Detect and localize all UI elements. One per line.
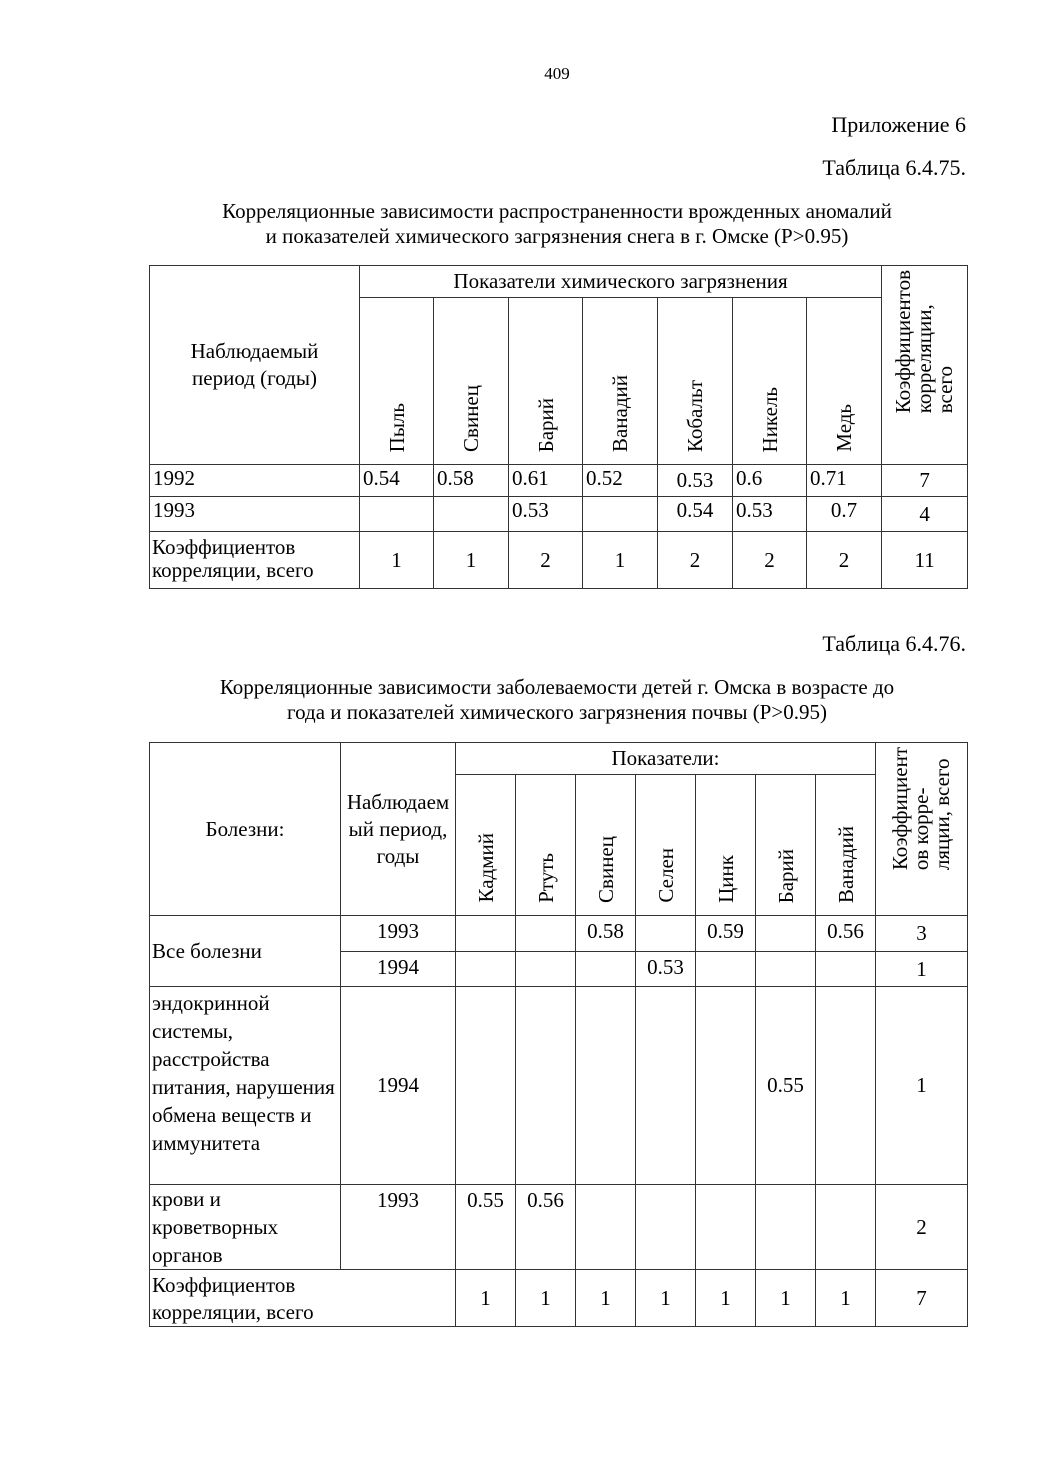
table-cell bbox=[756, 916, 816, 952]
page-number: 409 bbox=[544, 64, 570, 83]
row-period: 1994 bbox=[341, 987, 456, 1185]
table2-period-header: Наблюдаемый период, годы bbox=[341, 743, 456, 916]
footer-value: 2 bbox=[509, 532, 583, 589]
row-period: 1993 bbox=[341, 916, 456, 952]
table2-col-header: Селен bbox=[636, 775, 696, 916]
appendix-label: Приложение 6 bbox=[831, 112, 966, 137]
table-cell bbox=[516, 987, 576, 1185]
table1-period-header: Наблюдаемый период (годы) bbox=[150, 266, 360, 465]
row-period: 1994 bbox=[341, 952, 456, 987]
table2-title-line2: года и показателей химического загрязнения почвы (Р>0.95) bbox=[287, 700, 827, 724]
table-cell bbox=[636, 1185, 696, 1270]
row-disease: Все болезни bbox=[150, 916, 341, 987]
table-cell: 0.55 bbox=[756, 987, 816, 1185]
table-cell: 0.55 bbox=[456, 1185, 516, 1270]
footer-value: 1 bbox=[434, 532, 509, 589]
table-cell bbox=[696, 987, 756, 1185]
table-footer-row bbox=[150, 532, 968, 589]
table2-label: Таблица 6.4.76. bbox=[822, 631, 966, 656]
table2 bbox=[149, 742, 968, 1327]
table1-label: Таблица 6.4.75. bbox=[822, 155, 966, 180]
table-cell: 0.58 bbox=[576, 916, 636, 952]
row-total: 7 bbox=[882, 465, 968, 497]
table1-col-header: Медь bbox=[807, 298, 882, 465]
table-cell bbox=[516, 952, 576, 987]
footer-value: 1 bbox=[456, 1270, 516, 1327]
table1-col-header: Свинец bbox=[434, 298, 509, 465]
row-disease: крови и кроветворных органов bbox=[150, 1185, 341, 1270]
table-cell bbox=[576, 987, 636, 1185]
table-cell: 0.59 bbox=[696, 916, 756, 952]
row-disease: эндокринной системы, расстройства питания, нарушения обмена веществ и иммунитета bbox=[150, 987, 341, 1185]
row-period: 1993 bbox=[341, 1185, 456, 1270]
table-cell: 0.56 bbox=[816, 916, 876, 952]
table-cell bbox=[636, 916, 696, 952]
table-cell bbox=[434, 497, 509, 532]
table-row bbox=[150, 916, 968, 952]
table2-col-header: Барий bbox=[756, 775, 816, 916]
table-cell bbox=[816, 1185, 876, 1270]
table-cell bbox=[816, 952, 876, 987]
footer-value: 1 bbox=[756, 1270, 816, 1327]
table-cell bbox=[456, 952, 516, 987]
table-cell: 0.53 bbox=[636, 952, 696, 987]
footer-label: Коэффициентов корреляции, всего bbox=[150, 1270, 456, 1327]
table1-col-header: Кобальт bbox=[658, 298, 733, 465]
table-row bbox=[150, 465, 968, 497]
footer-value: 1 bbox=[360, 532, 434, 589]
table-cell: 0.71 bbox=[807, 465, 882, 497]
table-cell bbox=[360, 497, 434, 532]
table1-col-header: Пыль bbox=[360, 298, 434, 465]
row-total: 4 bbox=[882, 497, 968, 532]
table-cell bbox=[756, 1185, 816, 1270]
footer-value: 1 bbox=[636, 1270, 696, 1327]
footer-value: 1 bbox=[516, 1270, 576, 1327]
table2-col-header: Свинец bbox=[576, 775, 636, 916]
table-cell bbox=[576, 952, 636, 987]
table-cell bbox=[756, 952, 816, 987]
table1-title-line2: и показателей химического загрязнения снега в г. Омске (Р>0.95) bbox=[265, 224, 849, 248]
table2-total-header: Коэффициент ов корре- ляции, всего bbox=[876, 743, 968, 916]
table-cell bbox=[636, 987, 696, 1185]
footer-value: 1 bbox=[583, 532, 658, 589]
table-cell: 0.53 bbox=[658, 465, 733, 497]
table-cell bbox=[816, 987, 876, 1185]
table-cell: 0.54 bbox=[360, 465, 434, 497]
footer-total: 7 bbox=[876, 1270, 968, 1327]
table-cell bbox=[456, 916, 516, 952]
footer-value: 2 bbox=[807, 532, 882, 589]
table-cell bbox=[583, 497, 658, 532]
table-cell bbox=[516, 916, 576, 952]
table2-col-header: Ванадий bbox=[816, 775, 876, 916]
table-footer-row bbox=[150, 1270, 968, 1327]
table-row bbox=[150, 987, 968, 1185]
table1 bbox=[149, 265, 968, 589]
table-cell: 0.6 bbox=[733, 465, 807, 497]
footer-value: 1 bbox=[696, 1270, 756, 1327]
table-cell: 0.56 bbox=[516, 1185, 576, 1270]
table-row bbox=[150, 1185, 968, 1270]
table-cell: 0.54 bbox=[658, 497, 733, 532]
footer-value: 2 bbox=[658, 532, 733, 589]
table-cell bbox=[456, 987, 516, 1185]
table2-disease-header: Болезни: bbox=[150, 743, 341, 916]
table1-title-line1: Корреляционные зависимости распространенности врожденных аномалий bbox=[222, 199, 892, 223]
footer-value: 1 bbox=[816, 1270, 876, 1327]
table1-col-header: Барий bbox=[509, 298, 583, 465]
row-period: 1993 bbox=[150, 497, 360, 532]
table-row bbox=[150, 497, 968, 532]
row-total: 2 bbox=[876, 1185, 968, 1270]
row-total: 3 bbox=[876, 916, 968, 952]
table1-group-header: Показатели химического загрязнения bbox=[360, 266, 882, 298]
table-cell bbox=[576, 1185, 636, 1270]
footer-total: 11 bbox=[882, 532, 968, 589]
table2-group-header: Показатели: bbox=[456, 743, 876, 775]
table-cell: 0.58 bbox=[434, 465, 509, 497]
table1-col-header: Никель bbox=[733, 298, 807, 465]
table2-col-header: Кадмий bbox=[456, 775, 516, 916]
table-cell bbox=[696, 1185, 756, 1270]
table-cell: 0.61 bbox=[509, 465, 583, 497]
footer-label: Коэффициентов корреляции, всего bbox=[150, 532, 360, 589]
row-total: 1 bbox=[876, 952, 968, 987]
table2-title bbox=[140, 675, 974, 725]
table2-col-header: Цинк bbox=[696, 775, 756, 916]
table2-col-header: Ртуть bbox=[516, 775, 576, 916]
table1-total-header: Коэффициентов корреляции, всего bbox=[882, 266, 968, 465]
row-total: 1 bbox=[876, 987, 968, 1185]
table-cell: 0.53 bbox=[733, 497, 807, 532]
row-period: 1992 bbox=[150, 465, 360, 497]
footer-value: 2 bbox=[733, 532, 807, 589]
footer-value: 1 bbox=[576, 1270, 636, 1327]
table-cell: 0.7 bbox=[807, 497, 882, 532]
table-cell: 0.52 bbox=[583, 465, 658, 497]
table-cell bbox=[696, 952, 756, 987]
table1-title bbox=[140, 199, 974, 249]
table2-title-line1: Корреляционные зависимости заболеваемости детей г. Омска в возрасте до bbox=[219, 675, 895, 699]
table-cell: 0.53 bbox=[509, 497, 583, 532]
table1-col-header: Ванадий bbox=[583, 298, 658, 465]
